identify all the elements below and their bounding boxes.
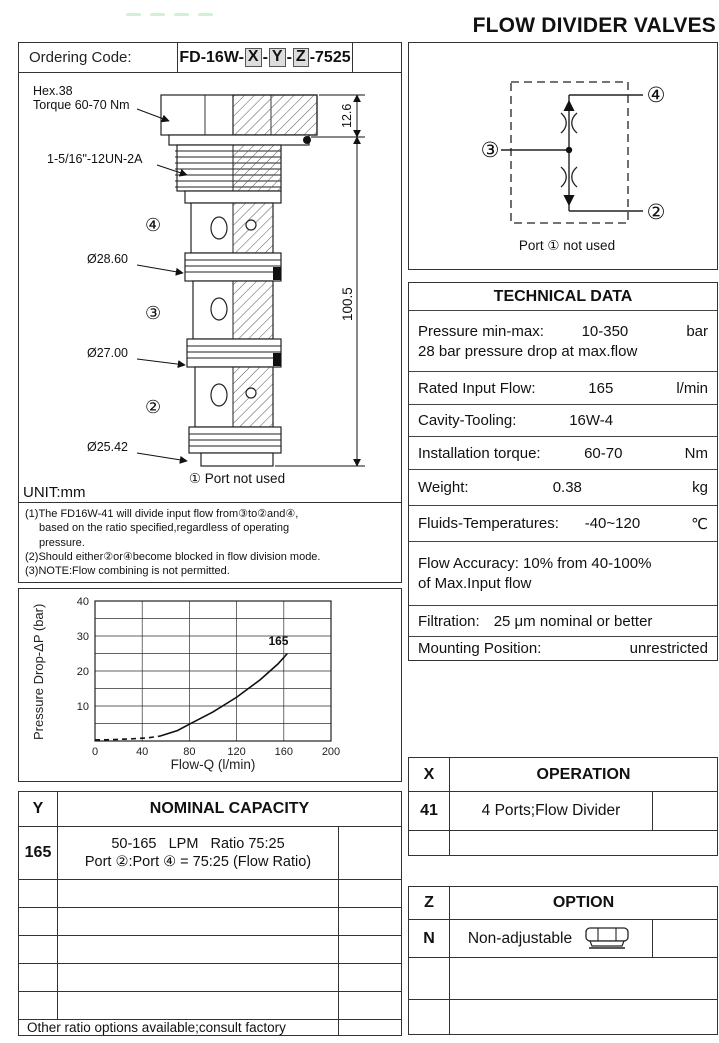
table-row [409,606,717,637]
table-row [19,827,401,880]
ordering-code-box [18,42,402,73]
ordering-code-sep1: - [262,48,268,66]
port3-label: ③ [145,303,162,323]
row-value: 0.38 [552,479,582,496]
table-row [409,372,717,405]
hydraulic-schematic [408,42,718,270]
diameter-28-label: Ø28.60 [87,252,129,266]
table-header: NOMINAL CAPACITY [149,800,310,817]
empty-row [19,964,401,992]
page-title: FLOW DIVIDER VALVES [472,14,716,37]
x-tick-label: 80 [183,746,196,758]
row-label: 4 Ports;Flow Divider [481,802,621,819]
empty-cell [338,1020,401,1035]
row-label: Cavity-Tooling: [418,412,517,429]
row-label: Flow Accuracy: 10% from 40-100% [418,555,652,572]
x-tick-label: 160 [274,746,293,758]
schematic-svg [409,43,716,268]
column-key: X [409,758,450,791]
row-label: Installation torque: [418,444,541,462]
schematic-caption: Port ① not used [518,238,616,253]
x-tick-label: 200 [321,746,341,758]
application-notes [18,502,402,583]
note-line: based on the ratio specified,regardless of operating [39,522,290,535]
column-key: Z [409,887,450,919]
table-row [409,792,717,831]
empty-row [19,936,401,964]
row-label: Non-adjustable [467,929,573,947]
ordering-code-empty-cell [353,43,401,72]
y-tick-label: 20 [76,666,89,678]
table-row [409,542,717,606]
valve-drawing [18,72,402,503]
table-header-row [409,758,717,792]
empty-row [19,992,401,1020]
port4-label: ④ [145,215,162,235]
ordering-code-prefix: FD-16W- [179,48,244,66]
note-line: (3)NOTE:Flow combining is not permitted. [25,565,230,578]
row-extra: 28 bar pressure drop at max.flow [418,342,638,360]
performance-chart [18,588,402,782]
table-row [409,506,717,542]
hex-plug-icon [580,926,634,952]
empty-row [409,958,717,1000]
ordering-code-label: Ordering Code: [19,43,178,72]
operation-table [408,757,718,856]
diameter-27-label: Ø27.00 [87,346,129,360]
ordering-code-sep2: - [286,48,292,66]
ordering-code-z: Z [293,48,309,67]
option-table [408,886,718,1035]
row-value: 60-70 [584,444,623,462]
x-tick-label: 40 [136,746,149,758]
row-label: Weight: [418,479,469,496]
x-tick-label: 0 [91,746,99,758]
row-unit: l/min [676,379,708,397]
row-value: -40~120 [584,515,641,532]
row-label: Fluids-Temperatures: [418,515,559,532]
table-row [409,920,717,958]
hex-size-label: Hex.38 [33,84,73,98]
nominal-capacity-table [18,791,402,1036]
empty-row [19,880,401,908]
table-row [409,637,717,660]
table-row [409,311,717,372]
row-unit: ℃ [691,515,708,533]
row-value: 25 μm nominal or better [493,612,653,630]
y-tick-label: 30 [76,631,89,643]
row-value: unrestricted [629,640,708,657]
capacity-line2: Port ②:Port ④ = 75:25 (Flow Ratio) [84,854,312,870]
footer-note: Other ratio options available;consult factory [27,1020,286,1035]
schematic-port3-label: ③ [480,139,500,162]
ordering-code-suffix: -7525 [309,48,351,66]
column-key: Y [19,792,58,826]
ordering-code-x: X [245,48,262,67]
table-header-row [409,887,717,920]
table-header: OPTION [552,894,615,911]
row-value: 16W-4 [569,412,614,429]
unit-note: UNIT:mm [23,484,86,501]
note-line: pressure. [39,536,85,549]
empty-row [409,1000,717,1034]
schematic-port2-label: ② [646,201,666,224]
table-row [409,405,717,437]
row-unit: bar [686,322,708,340]
row-label: Rated Input Flow: [418,379,536,397]
schematic-port4-label: ④ [646,84,666,107]
table-footer-row [19,1020,401,1035]
empty-cell [652,792,717,830]
row-value: 165 [588,379,614,397]
dim-100-5-label: 100.5 [340,287,355,321]
note-line: (1)The FD16W-41 will divide input flow from③to②and④, [25,508,299,520]
table-row [409,437,717,470]
row-key: 41 [409,792,450,830]
torque-label: Torque 60-70 Nm [33,98,130,112]
curve-annotation: 165 [268,633,289,648]
row-unit: Nm [684,444,708,462]
chart-y-axis-label: Pressure Drop-ΔP (bar) [31,603,46,741]
table-header-row [19,792,401,827]
thread-spec-label: 1-5/16"-12UN-2A [47,152,143,166]
row-label: Filtration: [418,612,480,630]
table-header: OPERATION [536,765,631,783]
row-label: Pressure min-max: [418,322,544,340]
row-label: Mounting Position: [418,640,542,657]
row-extra: of Max.Input flow [418,575,532,592]
empty-cell [652,920,717,957]
chart-plot-svg [19,589,400,780]
capacity-line1: 50-165 LPM Ratio 75:25 [111,835,285,852]
empty-row [19,908,401,936]
x-tick-label: 120 [227,746,246,758]
technical-data-table [408,282,718,661]
dim-12-6-label: 12.6 [340,103,354,128]
empty-cell [338,827,401,879]
ordering-code-value [178,43,353,72]
diameter-25-label: Ø25.42 [87,440,129,454]
note-line: (2)Should either②or④become blocked in flow division mode. [25,550,321,563]
port1-not-used-note: ① Port not used [188,471,286,486]
ordering-code-y: Y [269,48,286,67]
row-key: N [409,920,450,957]
technical-data-title: TECHNICAL DATA [409,283,717,311]
row-value: 10-350 [581,322,629,340]
table-row [409,470,717,506]
watermark-remnant [126,13,213,16]
row-key: 165 [19,827,58,879]
curve-dashed-segment [95,736,160,740]
row-unit: kg [692,479,708,496]
port2-label: ② [145,397,162,417]
chart-x-axis-label: Flow-Q (l/min) [170,757,256,772]
empty-row [409,831,717,855]
y-tick-label: 40 [76,596,89,608]
y-tick-label: 10 [76,701,89,713]
valve-drawing-svg [19,73,400,501]
